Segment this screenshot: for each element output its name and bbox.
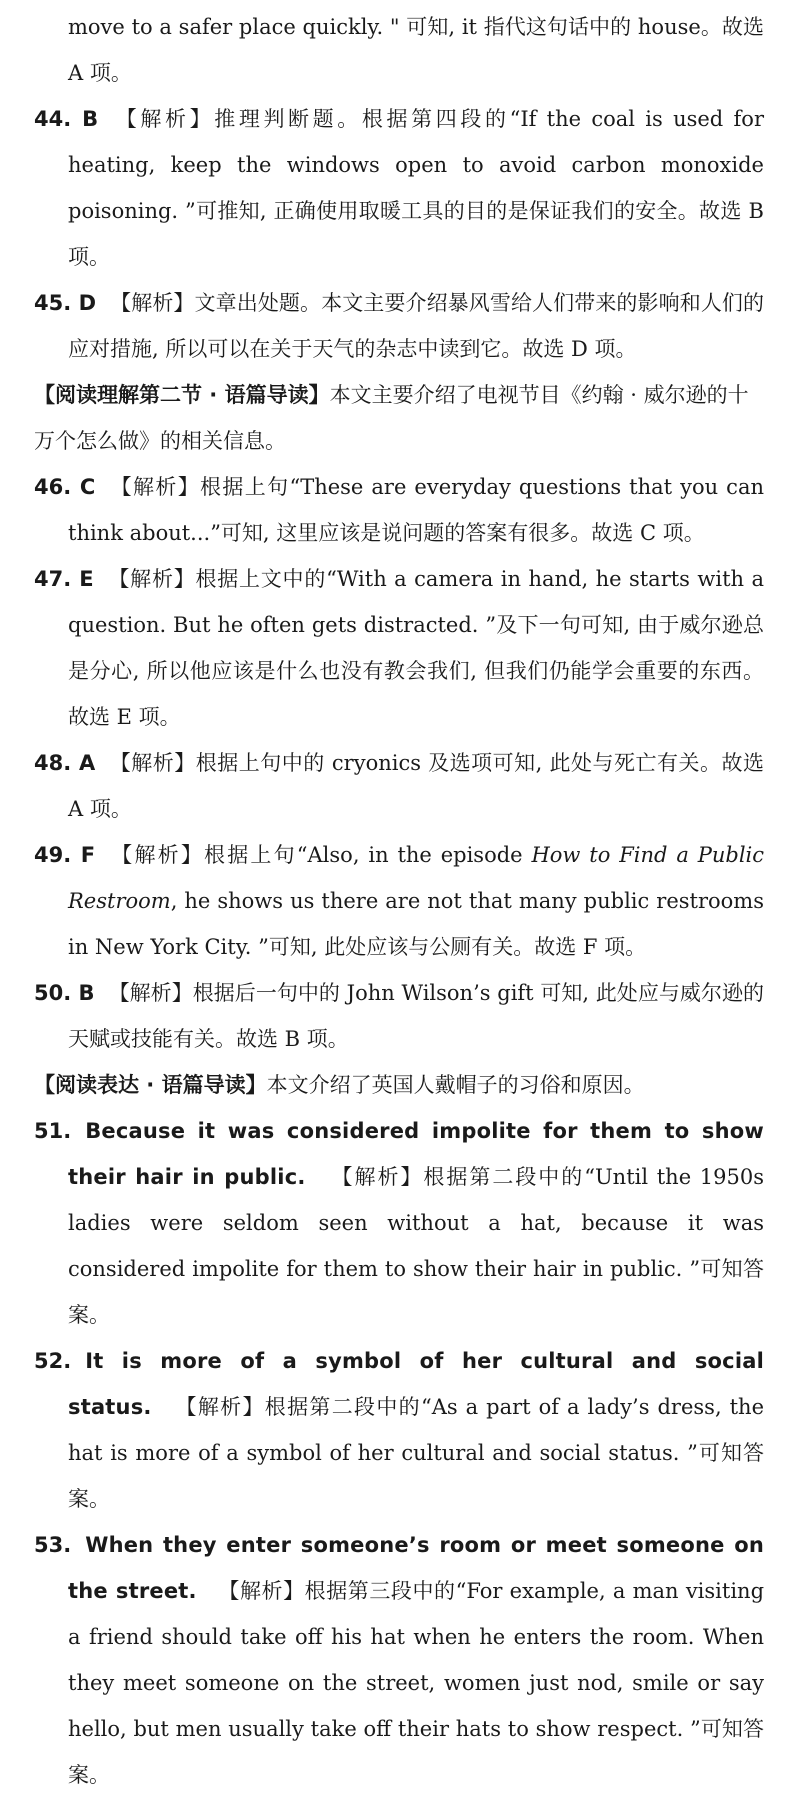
analysis-tag: 【解析】	[108, 981, 193, 1005]
section-guide-expression	[34, 1062, 764, 1108]
entry-text: 根据上句中的 cryonics 及选项可知, 此处与死亡有关。故选 A 项。	[68, 751, 765, 821]
entry-50	[34, 970, 764, 1062]
analysis-tag: 【解析】	[112, 107, 215, 131]
entry-49	[34, 832, 764, 970]
question-number: 52.	[34, 1349, 72, 1373]
entry-text-before: 根据上句“Also, in the episode	[204, 843, 532, 867]
entry-text: 根据第三段中的“For example, a man visiting a friend should take off his hat when he enters the room. When they meet someone on the street, women just nod, smile or say hello, but men usually take off their hats to show respect. ”可知答案。	[68, 1579, 765, 1787]
guide-text: 本文主要介绍了电视节目《约翰 · 威尔逊的十万个怎么做》的相关信息。	[34, 383, 749, 453]
analysis-tag: 【解析】	[109, 475, 201, 499]
entry-45	[34, 280, 764, 372]
question-number: 44. B	[34, 107, 99, 131]
question-number: 45. D	[34, 291, 97, 315]
entry-text: 根据上句“These are everyday questions that you can think about...”可知, 这里应该是说问题的答案有很多。故选 C 项。	[68, 475, 764, 545]
entry-53	[34, 1522, 764, 1798]
entry-44	[34, 96, 764, 280]
guide-text: 本文介绍了英国人戴帽子的习俗和原因。	[266, 1073, 645, 1097]
entry-text: 根据后一句中的 John Wilson’s gift 可知, 此处应与威尔逊的天赋或技能有关。故选 B 项。	[68, 981, 765, 1051]
question-number: 53.	[34, 1533, 72, 1557]
entry-text: 推理判断题。根据第四段的“If the coal is used for heating, keep the windows open to avoid carbon monoxide poisoning. ”可推知, 正确使用取暖工具的目的是保证我们的安全。故选 B 项。	[68, 107, 764, 269]
entry-48	[34, 740, 764, 832]
analysis-tag: 【解析】	[331, 1165, 424, 1189]
section-guide-reading-2	[34, 372, 764, 464]
episode-title: How to Find a Public Restroom	[68, 843, 765, 913]
question-number: 49. F	[34, 843, 96, 867]
question-number: 50. B	[34, 981, 95, 1005]
answer-text: Because it was considered impolite for them to show their hair in public.	[68, 1119, 764, 1189]
entry-52	[34, 1338, 764, 1522]
analysis-tag: 【解析】	[109, 751, 196, 775]
question-number: 47. E	[34, 567, 94, 591]
analysis-tag: 【解析】	[110, 291, 195, 315]
entry-text: move to a safer place quickly. " 可知, it 指代这句话中的 house。故选 A 项。	[68, 15, 764, 85]
question-number: 46. C	[34, 475, 96, 499]
entry-text-after: , he shows us there are not that many public restrooms in New York City. ”可知, 此处应该与公厕有关。故选 F 项。	[68, 889, 764, 959]
entry-text: 根据上文中的“With a camera in hand, he starts with a question. But he often gets distracted. ”及下一句可知, 由于威尔逊总是分心, 所以他应该是什么也没有教会我们, 但我们仍能学会重要的东西。故选 E 项。	[68, 567, 765, 729]
entry-47	[34, 556, 764, 740]
guide-tag: 【阅读理解第二节 · 语篇导读】	[34, 383, 330, 407]
guide-tag: 【阅读表达 · 语篇导读】	[34, 1073, 267, 1097]
entry-43-continuation	[34, 4, 764, 96]
entry-text: 文章出处题。本文主要介绍暴风雪给人们带来的影响和人们的应对措施, 所以可以在关于天气的杂志中读到它。故选 D 项。	[68, 291, 765, 361]
answer-text: When they enter someone’s room or meet someone on the street.	[68, 1533, 764, 1603]
analysis-tag: 【解析】	[107, 567, 196, 591]
entry-51	[34, 1108, 764, 1338]
answer-text: It is more of a symbol of her cultural and social status.	[68, 1349, 764, 1419]
entry-46	[34, 464, 764, 556]
question-number: 51.	[34, 1119, 72, 1143]
analysis-tag: 【解析】	[218, 1579, 305, 1603]
question-number: 48. A	[34, 751, 96, 775]
entry-text: 根据第二段中的“As a part of a lady’s dress, the hat is more of a symbol of her cultural and social status. ”可知答案。	[68, 1395, 764, 1511]
analysis-tag: 【解析】	[109, 843, 205, 867]
entry-text: 根据第二段中的“Until the 1950s ladies were seldom seen without a hat, because it was considered impolite for them to show their hair in public. ”可知答案。	[68, 1165, 764, 1327]
analysis-tag: 【解析】	[175, 1395, 265, 1419]
